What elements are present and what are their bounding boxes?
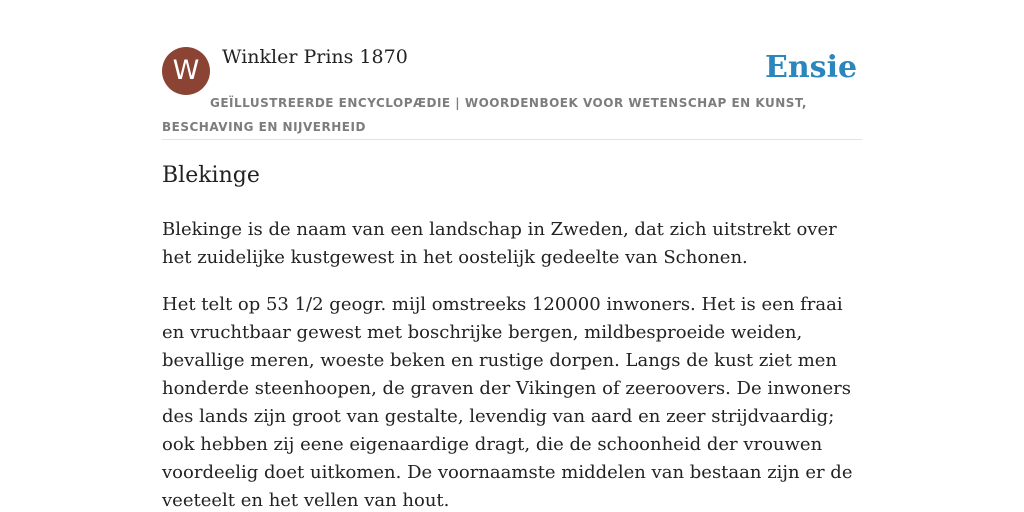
source-title[interactable]: Winkler Prins 1870 xyxy=(222,46,408,68)
article-title: Blekinge xyxy=(162,163,260,188)
source-avatar[interactable]: W xyxy=(162,47,210,95)
header-divider xyxy=(162,139,862,140)
source-subtitle: GEÏLLUSTREERDE ENCYCLOPÆDIE | WOORDENBOEK VOOR WETENSCHAP EN KUNST, BESCHAVING EN NIJVERHEID xyxy=(162,96,807,134)
article-paragraph-1: Blekinge is de naam van een landschap in Zweden, dat zich uitstrekt over het zuidelijke kustgewest in het oostelijk gedeelte van Schonen. xyxy=(162,219,837,268)
ensie-logo[interactable]: Ensie xyxy=(765,50,858,85)
article-paragraph-2: Het telt op 53 1/2 geogr. mijl omstreeks 120000 inwoners. Het is een fraai en vruchtbaar gewest met boschrijke bergen, mildbesproeide weiden, bevallige meren, woeste beken en rustige dorpen. Langs de kust ziet men honderde steenhoopen, de graven der Vikingen of zeeroovers. De inwoners des lands zijn groot van gestalte, levendig van aard en zeer strijdvaardig; ook hebben zij eene eigenaardige dragt, die de schoonheid der vrouwen voordeelig doet uitkomen. De voornaamste middelen van bestaan zijn er de veeteelt en het vellen van hout. xyxy=(162,294,853,511)
